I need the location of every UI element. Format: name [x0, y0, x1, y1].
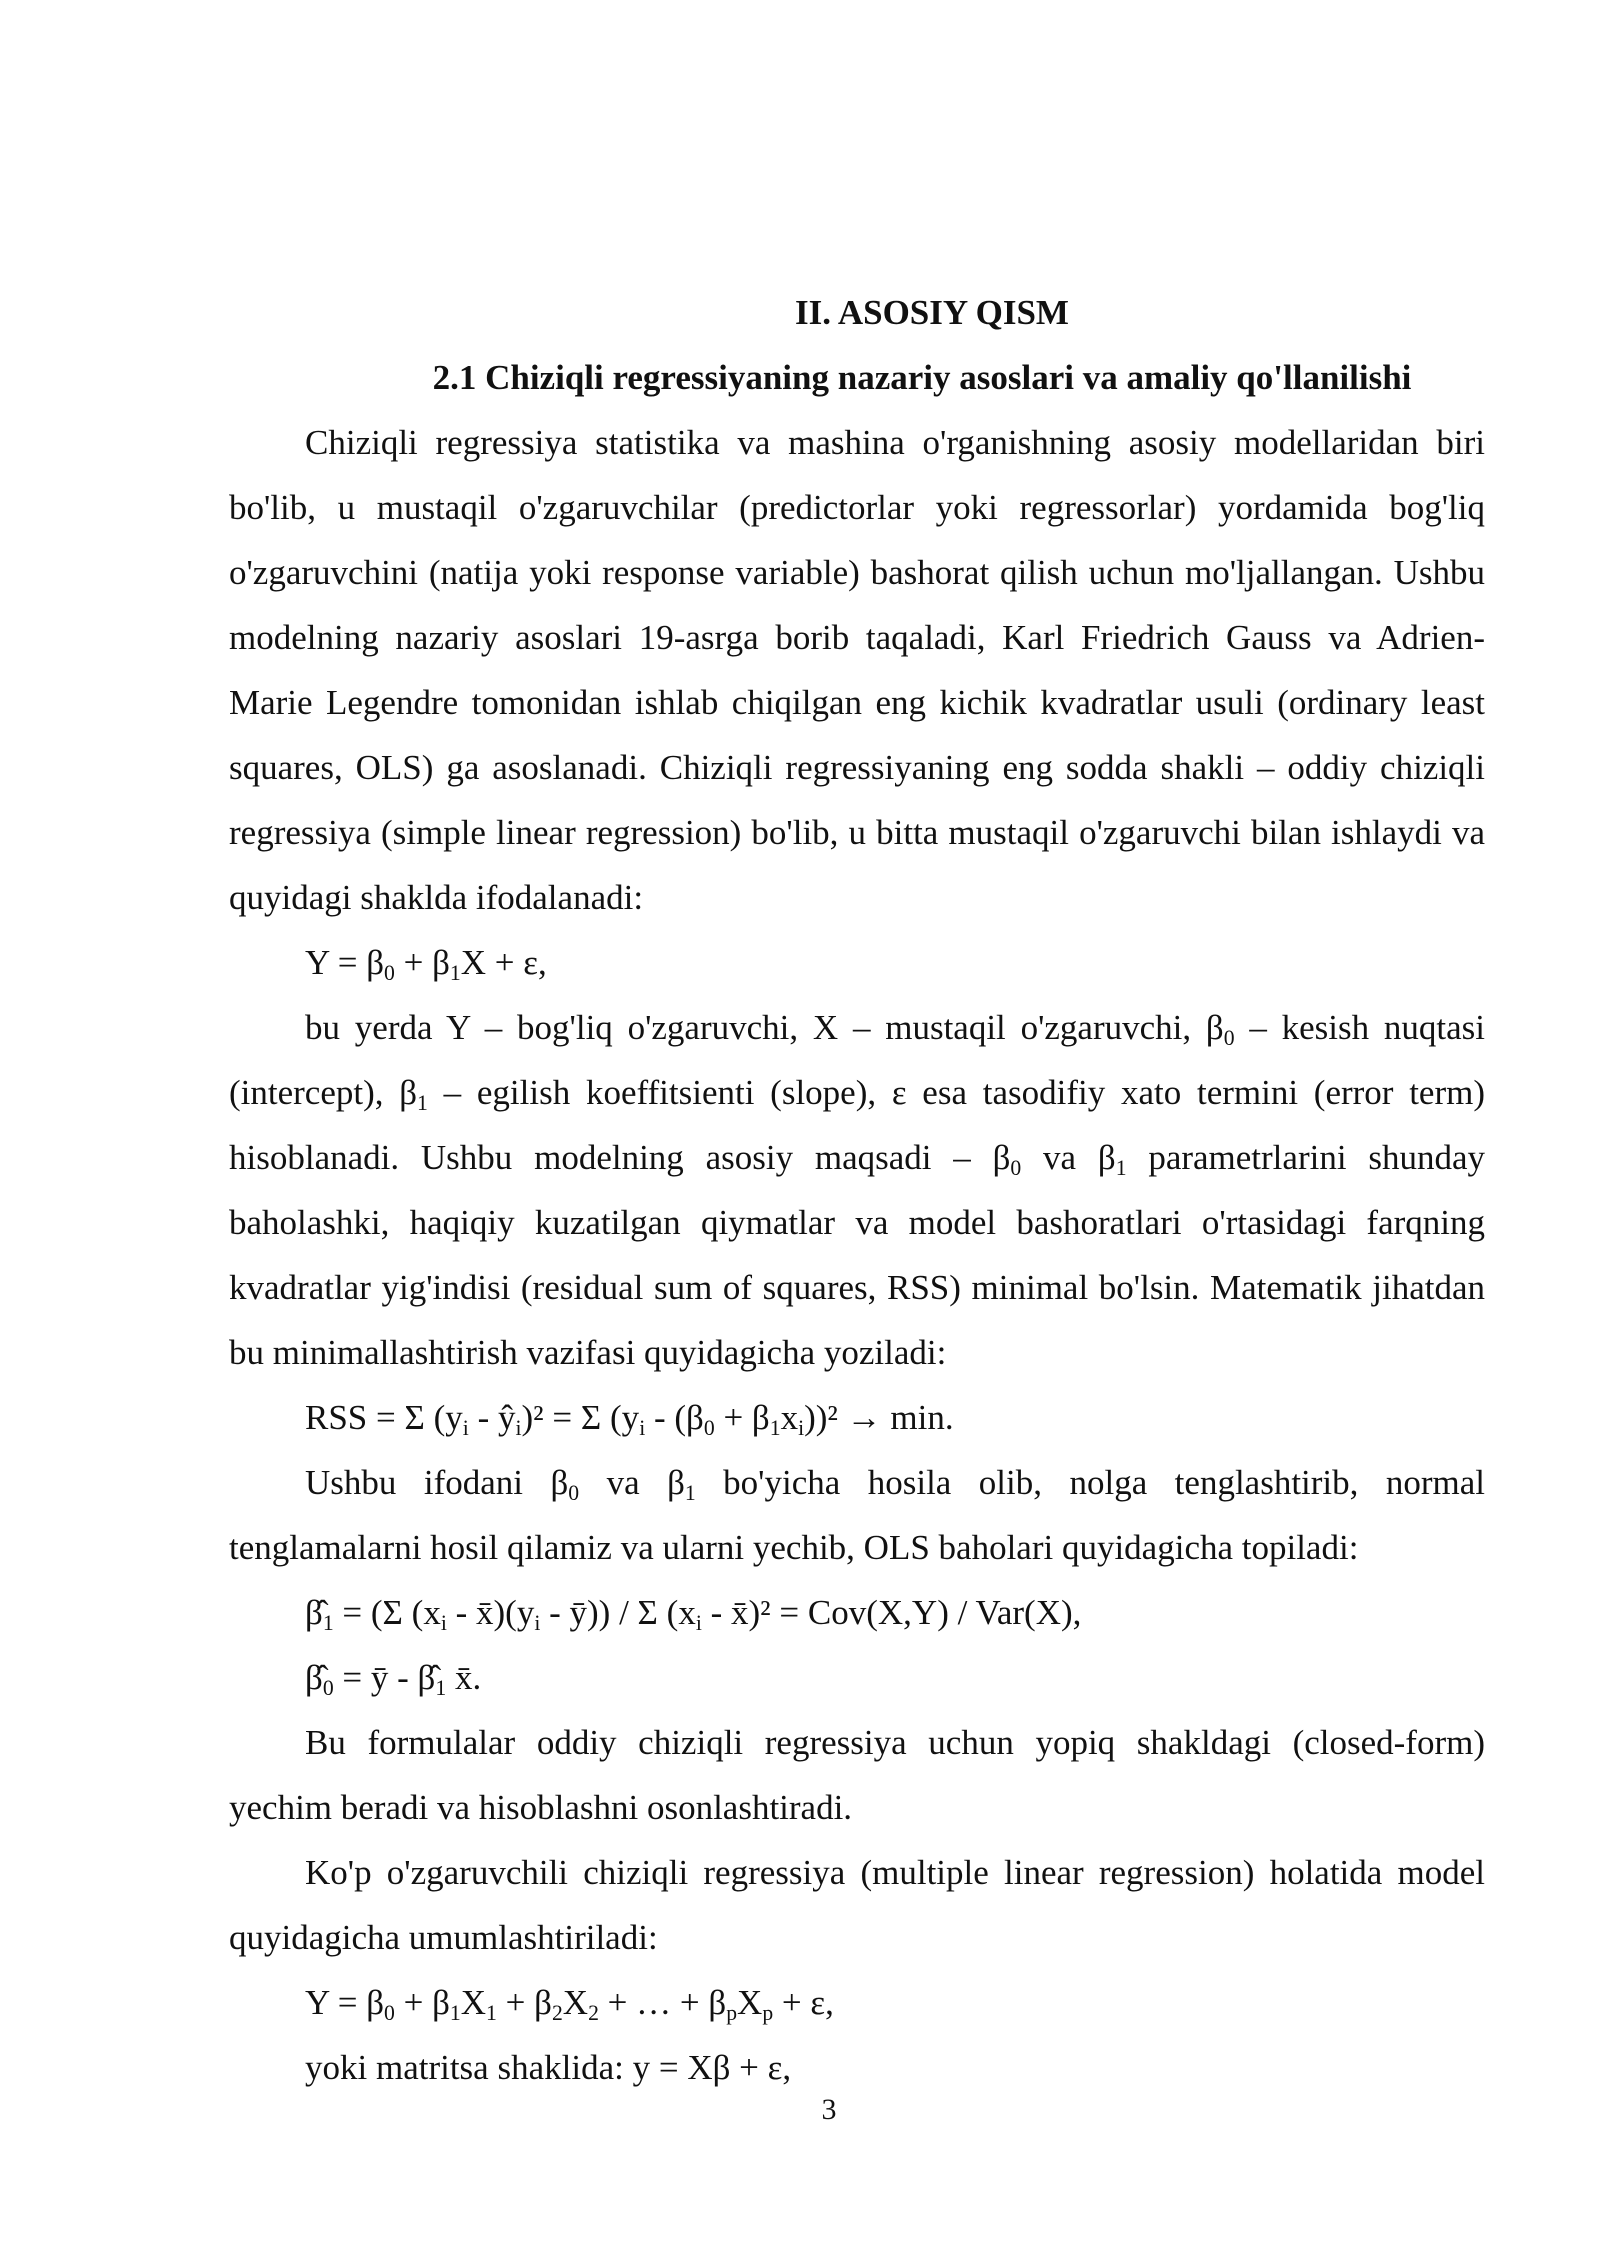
formula-beta0-estimate: $\betâ_0$ = ȳ - $\betâ_1$ x̄. — [305, 1658, 482, 1701]
formula-rss: RSS = Σ ($y_i$ - $ŷ_i)^2 = \Sigma$ $(y_i - (\beta_0 + \beta_1x_i))^2 \to \min$. — [305, 1398, 954, 1441]
subsection-heading: 2.1 Chiziqli regressiyaning nazariy asoslari va amaliy qo'llanilishi — [432, 358, 1412, 397]
paragraph-definitions: bu yerda Y – bog'liq o'zgaruvchi, X – mustaqil o'zgaruvchi, $\beta_0$ – kesish nuqtasi (intercept), $\beta_1$ – egilish koeffitsienti (slope), ε esa tasodifiy xato termini (error term) hisoblanadi. Ushbu modelning asosiy maqsadi – $\beta_0$ va $\beta_1$ parametrlarini shunday baholashki, haqiqiy kuzatilgan qiymatlar va model bashoratlari o'rtasidagi farqning kvadratlar yig'indisi (residual sum of squares, RSS) minimal bo'lsin. Matematik jihatdan bu minimallashtirish vazifasi quyidagicha yoziladi: — [229, 1008, 1485, 1372]
formula-beta1-estimate: $\betâ_1 = (\Sigma$ ($x_i$ - $x̄)(y_i$ - ȳ)) / Σ ($x_i$ - x̄)² = Cov(X,Y) / Var(X), — [305, 1593, 1082, 1636]
paragraph-closed-form: Bu formulalar oddiy chiziqli regressiya uchun yopiq shakldagi (closed-form) yechim beradi va hisoblashni osonlashtiradi. — [229, 1723, 1485, 1827]
paragraph-normal-equations: Ushbu ifodani $\beta_0$ va $\beta_1$ bo'yicha hosila olib, nolga tenglashtirib, normal tenglamalarni hosil qilamiz va ularni yechib, OLS baholari quyidagicha topiladi: — [229, 1463, 1485, 1567]
formula-simple-regression: $Y = \beta_0 + \beta_1X + \varepsilon$, — [305, 943, 547, 986]
paragraph-intro: Chiziqli regressiya statistika va mashina o'rganishning asosiy modellaridan biri bo'lib, u mustaqil o'zgaruvchilar (predictorlar yoki regressorlar) yordamida bog'liq o'zgaruvchini (natija yoki response variable) bashorat qilish uchun mo'ljallangan. Ushbu modelning nazariy asoslari 19-asrga borib taqaladi, Karl Friedrich Gauss va Adrien-Marie Legendre tomonidan ishlab chiqilgan eng kichik kvadratlar usuli (ordinary least squares, OLS) ga asoslanadi. Chiziqli regressiyaning eng sodda shakli – oddiy chiziqli regressiya (simple linear regression) bo'lib, u bitta mustaqil o'zgaruvchi bilan ishlaydi va quyidagi shaklda ifodalanadi: — [229, 423, 1485, 917]
formula-multiple-regression: $Y = \beta_0 + \beta_1X_1 + \beta_2X_2$ + … + $\beta_pX_p + \varepsilon$, — [305, 1983, 834, 2026]
paragraph-multiple-regression: Ko'p o'zgaruvchili chiziqli regressiya (multiple linear regression) holatida model quyidagicha umumlashtiriladi: — [229, 1853, 1485, 1957]
formula-matrix-form: yoki matritsa shaklida: y = Xβ + ε, — [305, 2048, 792, 2087]
section-heading: II. ASOSIY QISM — [795, 293, 1069, 332]
page-content — [229, 280, 1485, 2100]
page-number: 3 — [821, 2093, 837, 2126]
